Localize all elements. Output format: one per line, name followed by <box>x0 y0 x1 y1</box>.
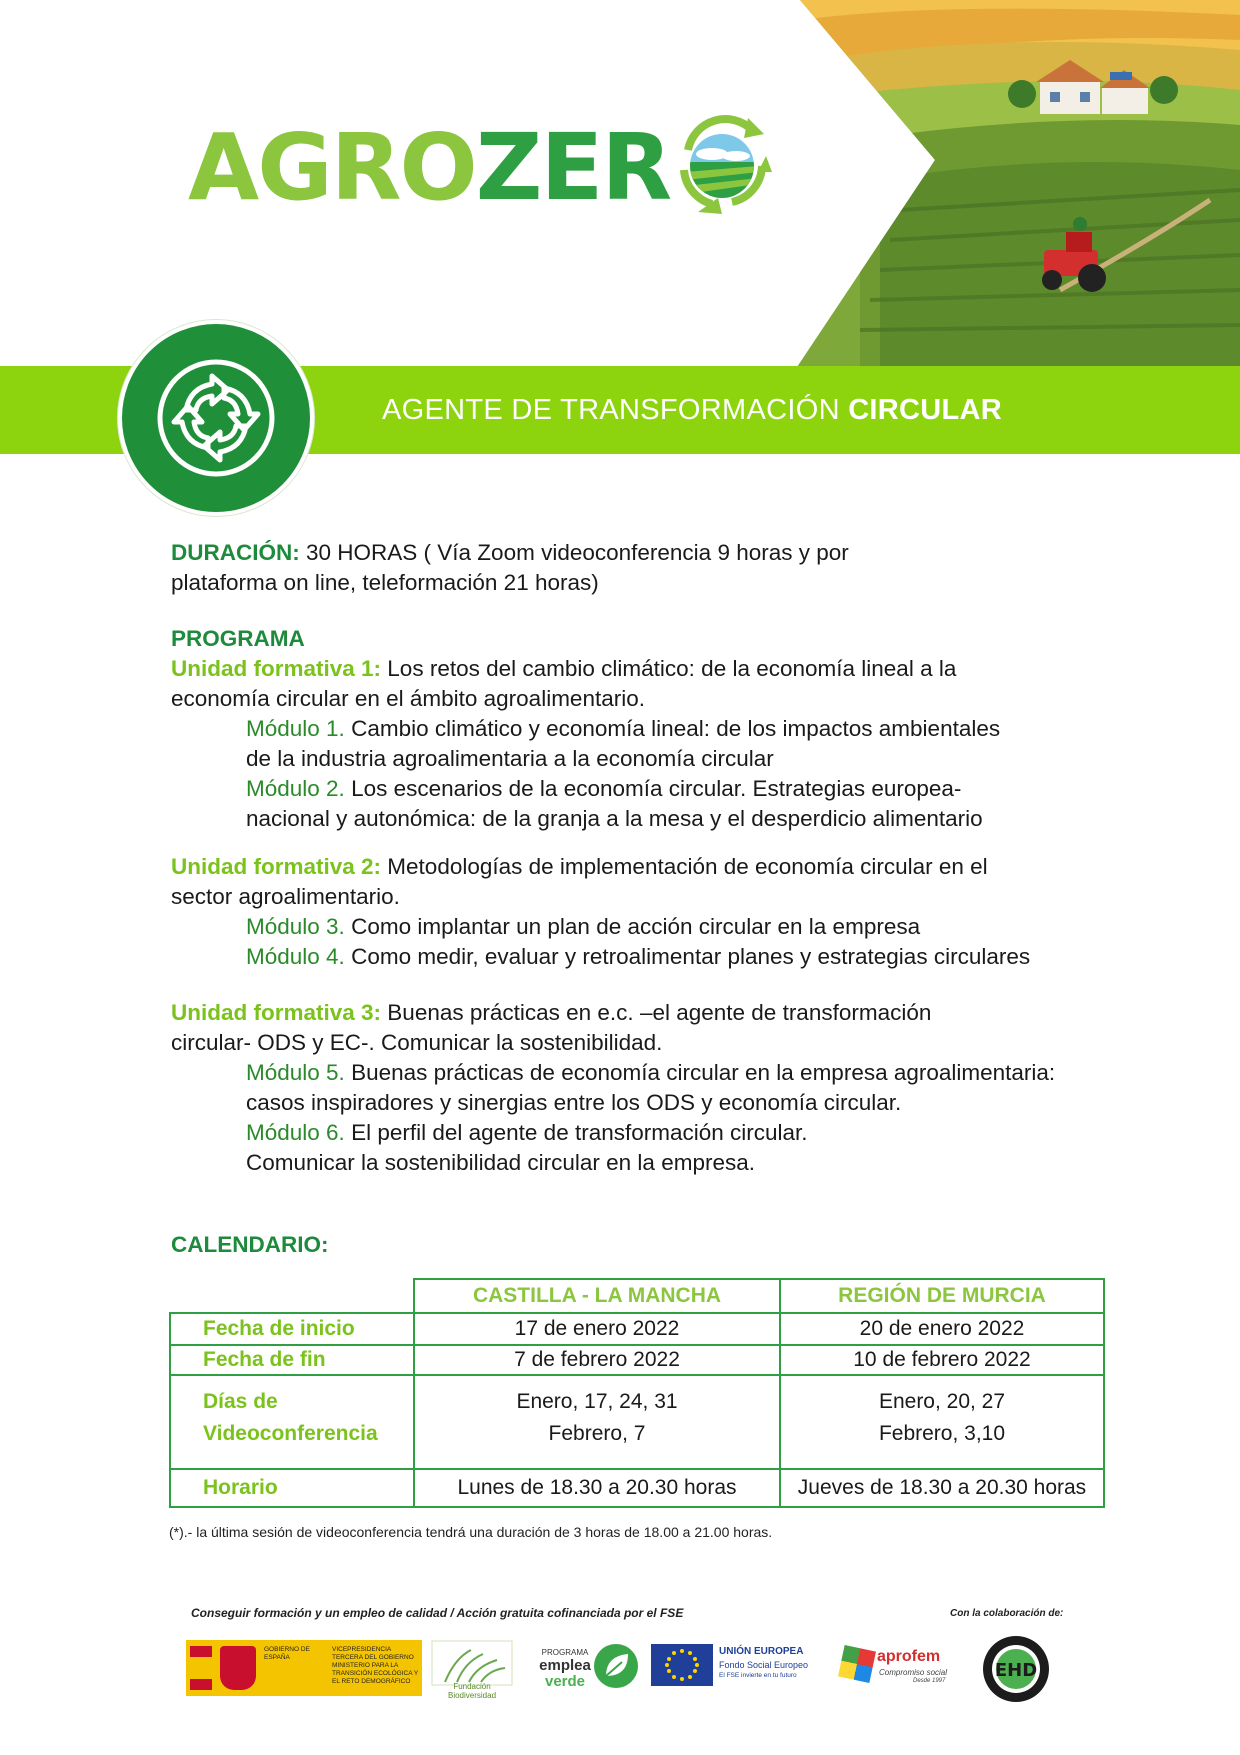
organic-seal-icon <box>978 1634 1054 1704</box>
leaf-icon <box>594 1644 638 1688</box>
table-row <box>170 1375 1104 1469</box>
duration-line-2: plataforma on line, teleformación 21 horas) <box>171 570 599 595</box>
aprofem-logo: aprofem Compromiso social Desde 1997 <box>841 1640 951 1696</box>
calendar-table <box>169 1278 1105 1508</box>
spain-flag-icon <box>190 1646 212 1690</box>
row-label-videoconf: Días de Videoconferencia <box>170 1375 414 1469</box>
programa-emplea-verde-logo: PROGRAMA emplea verde <box>534 1640 634 1696</box>
colored-cubes-icon <box>838 1645 876 1683</box>
module-2-line-2: nacional y autonómica: de la granja a la mesa y el desperdicio alimentario <box>246 806 983 831</box>
calendar-title: CALENDARIO: <box>171 1232 329 1257</box>
cell-murcia-schedule: Jueves de 18.30 a 20.30 horas <box>780 1469 1104 1507</box>
column-header-clm: CASTILLA - LA MANCHA <box>414 1279 780 1313</box>
recycle-arrows-icon <box>156 358 276 478</box>
logo-text-zer: ZER <box>475 114 671 221</box>
table-header-row <box>170 1279 1104 1313</box>
eu-flag-icon <box>651 1644 713 1686</box>
module-1-line-2: de la industria agroalimentaria a la economía circular <box>246 746 774 771</box>
gobierno-espana-logo: GOBIERNO DE ESPAÑA VICEPRESIDENCIA TERCERA DEL GOBIERNO MINISTERIO PARA LA TRANSICIÓN ECOLÓGICA Y EL RETO DEMOGRÁFICO <box>186 1640 422 1696</box>
cell-clm-videoconf: Enero, 17, 24, 31 Febrero, 7 <box>414 1375 780 1469</box>
cell-clm-start: 17 de enero 2022 <box>414 1313 780 1345</box>
ehd-organic-seal-logo <box>978 1634 1054 1698</box>
coat-of-arms-icon <box>220 1646 256 1690</box>
cell-murcia-start: 20 de enero 2022 <box>780 1313 1104 1345</box>
logo-text-agro: AGRO <box>188 114 476 221</box>
column-header-murcia: REGIÓN DE MURCIA <box>780 1279 1104 1313</box>
module-6-line-2: Comunicar la sostenibilidad circular en la empresa. <box>246 1150 755 1175</box>
unit-1-line-2: economía circular en el ámbito agroalimentario. <box>171 686 645 711</box>
module-6-line-1: Módulo 6. El perfil del agente de transformación circular. <box>246 1120 808 1145</box>
module-5-line-1: Módulo 5. Buenas prácticas de economía circular en la empresa agroalimentaria: <box>246 1060 1056 1085</box>
unit-3-line-2: circular- ODS y EC-. Comunicar la sostenibilidad. <box>171 1030 663 1055</box>
course-content <box>171 538 1131 1178</box>
cell-murcia-end: 10 de febrero 2022 <box>780 1345 1104 1375</box>
module-5-line-2: casos inspiradores y sinergias entre los ODS y economía circular. <box>246 1090 902 1115</box>
cell-murcia-videoconf: Enero, 20, 27 Febrero, 3,10 <box>780 1375 1104 1469</box>
row-label-start: Fecha de inicio <box>170 1313 414 1345</box>
program-title: PROGRAMA <box>171 626 305 651</box>
grass-icon <box>431 1640 513 1686</box>
sponsor-logos <box>186 1640 1066 1706</box>
table-row <box>170 1345 1104 1375</box>
cell-clm-schedule: Lunes de 18.30 a 20.30 horas <box>414 1469 780 1507</box>
table-row <box>170 1313 1104 1345</box>
module-3-line: Módulo 3. Como implantar un plan de acción circular en la empresa <box>246 914 921 939</box>
duration-line-1: DURACIÓN: 30 HORAS ( Vía Zoom videoconferencia 9 horas y por <box>171 540 849 565</box>
unit-2-line-1: Unidad formativa 2: Metodologías de implementación de economía circular en el <box>171 854 988 879</box>
union-europea-fse-logo: UNIÓN EUROPEA Fondo Social Europeo El FSE invierte en tu futuro <box>651 1640 821 1696</box>
table-row <box>170 1469 1104 1507</box>
fundacion-biodiversidad-logo: Fundación Biodiversidad <box>431 1640 513 1696</box>
calendar-footnote: (*).- la última sesión de videoconferencia tendrá una duración de 3 horas de 18.00 a 21.00 horas. <box>169 1524 773 1540</box>
unit-2-line-2: sector agroalimentario. <box>171 884 400 909</box>
unit-1-line-1: Unidad formativa 1: Los retos del cambio climático: de la economía lineal a la <box>171 656 957 681</box>
module-2-line-1: Módulo 2. Los escenarios de la economía circular. Estrategias europea- <box>246 776 962 801</box>
module-4-line: Módulo 4. Como medir, evaluar y retroalimentar planes y estrategias circulares <box>246 944 1031 969</box>
course-title: AGENTE DE TRANSFORMACIÓN CIRCULAR <box>382 394 1003 426</box>
recycle-badge <box>118 320 314 516</box>
footer-funding-text: Conseguir formación y un empleo de calidad / Acción gratuita cofinanciada por el FSE <box>191 1606 684 1620</box>
agrozero-logo <box>188 98 776 238</box>
module-1-line-1: Módulo 1. Cambio climático y economía lineal: de los impactos ambientales <box>246 716 1001 741</box>
svg-text:EHD: EHD <box>994 1660 1038 1681</box>
duration-label: DURACIÓN: <box>171 540 300 565</box>
row-label-end: Fecha de fin <box>170 1345 414 1375</box>
unit-3-line-1: Unidad formativa 3: Buenas prácticas en e.c. –el agente de transformación <box>171 1000 932 1025</box>
row-label-schedule: Horario <box>170 1469 414 1507</box>
cell-clm-end: 7 de febrero 2022 <box>414 1345 780 1375</box>
recycle-globe-farm-icon <box>672 110 776 227</box>
footer-collaboration-text: Con la colaboración de: <box>950 1608 1064 1619</box>
